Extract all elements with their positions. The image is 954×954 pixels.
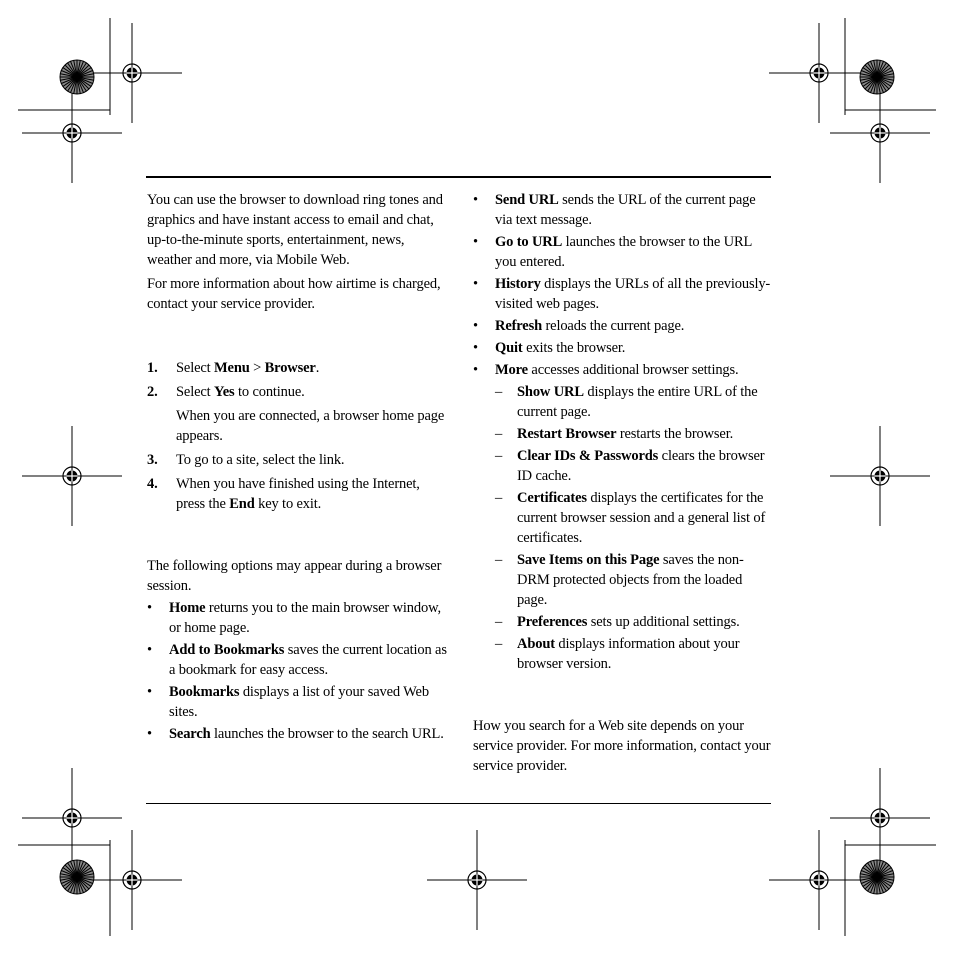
step-continuation: When you are connected, a browser home page appears. (176, 408, 445, 444)
sublist-item: – Certificates displays the certificates for the current browser session and a general list of certificates. (495, 490, 766, 546)
list-item: • Go to URL launches the browser to the URL you entered. (473, 234, 752, 270)
sublist-item: – Clear IDs & Passwords clears the browser ID cache. (495, 448, 765, 484)
list-item: • Refresh reloads the current page. (473, 318, 685, 334)
step-item: 4. When you have finished using the Internet, press the End key to exit. (147, 476, 420, 512)
options-list-right (473, 190, 773, 380)
list-item: • Search launches the browser to the search URL. (147, 726, 444, 742)
sublist-item: – Show URL displays the entire URL of the current page. (495, 384, 758, 420)
step-item: 2. Select Yes to continue. (147, 384, 305, 400)
list-item: • Bookmarks displays a list of your saved Web sites. (147, 684, 429, 720)
steps-list (147, 358, 447, 514)
right-column (473, 190, 773, 776)
list-item: • Send URL sends the URL of the current page via text message. (473, 192, 756, 228)
options-intro: The following options may appear during a browser session. (147, 558, 442, 594)
sublist-item: – Save Items on this Page saves the non-DRM protected objects from the loaded page. (495, 552, 744, 608)
sublist-item: – Restart Browser restarts the browser. (495, 426, 734, 442)
airtime-paragraph: For more information about how airtime is charged, contact your service provider. (147, 276, 441, 312)
options-list-left (147, 598, 447, 744)
list-item: • Home returns you to the main browser window, or home page. (147, 600, 441, 636)
intro-paragraph: You can use the browser to download ring tones and graphics and have instant access to email and chat, up-to-the-minute sports, entertainment, news, weather and more, via Mobile Web. (147, 192, 443, 268)
list-item: • More accesses additional browser settings. (473, 362, 739, 378)
sublist-item: – Preferences sets up additional settings. (495, 614, 740, 630)
list-item: • History displays the URLs of all the previously-visited web pages. (473, 276, 771, 312)
header-rule (146, 176, 771, 178)
sublist-item: – About displays information about your browser version. (495, 636, 740, 672)
more-sublist (473, 382, 773, 674)
step-item: 3. To go to a site, select the link. (147, 452, 345, 468)
list-item: • Quit exits the browser. (473, 340, 626, 356)
step-item: 1. Select Menu > Browser. (147, 360, 320, 376)
footer-rule (146, 803, 771, 804)
list-item: • Add to Bookmarks saves the current location as a bookmark for easy access. (147, 642, 447, 678)
left-column (147, 190, 447, 744)
search-note: How you search for a Web site depends on your service provider. For more information, contact your service provider. (473, 718, 771, 774)
